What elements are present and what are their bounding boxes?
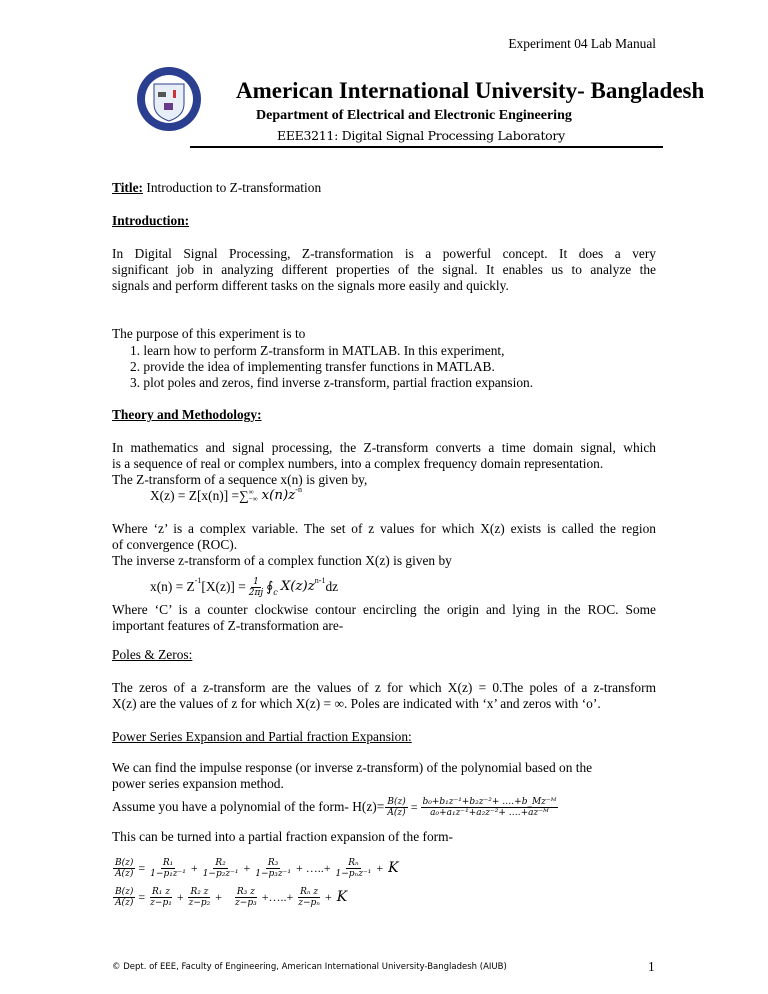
introduction-paragraph: In Digital Signal Processing, Z-transformation is a powerful concept. It does a very significant job in analyzing different properties of the signal. It enables us to analyze the signals and perform different tasks on the signals more easily and quickly. [112, 246, 656, 293]
theory-heading: Theory and Methodology: [112, 407, 262, 422]
introduction-heading: Introduction: [112, 213, 190, 228]
theory-paragraph: In mathematics and signal processing, the Z-transform converts a time domain signal, which is a sequence of real or complex numbers, into a complex frequency domain representation. The Z-transform of a sequence x(n) is given by, [112, 440, 656, 487]
header-rule [190, 146, 663, 148]
transfer-function-equation: Assume you have a polynomial of the form- H(z)= $\frac{B(z)}{A(z)}$ = $\frac{\text{b₀+b₁z⁻¹+b₂z⁻²+ ….+b\_Mz⁻ᴹ}}{\text{a₀+a₁z⁻¹+a₂z⁻²+ ….+az⁻ᴹ}}$ [112, 796, 557, 818]
list-item: 3. plot poles and zeros, find inverse z-transform, partial fraction expansion. [130, 375, 534, 390]
contour-paragraph: Where ‘C’ is a counter clockwise contour encircling the origin and lying in the ROC. Some important features of Z-transformation are- [112, 602, 656, 633]
z-transform-equation: X(z) = Z[x(n)] = ∑ ∞ −∞ x(n)z $^{-n}$ [150, 485, 302, 503]
footer-copyright: © Dept. of EEE, Faculty of Engineering, American International University-Bangladesh (AIUB) [112, 962, 507, 972]
title-value: Introduction to Z-transformation [146, 180, 322, 195]
inverse-z-transform-equation: x(n) = Z $^{-1}$ [X(z)] = $\frac{1}{2\pi j}$ ∮ $_c$ X(z)z $^{n-1}$ dz [150, 576, 339, 598]
university-logo [136, 66, 202, 132]
power-series-heading: Power Series Expansion and Partial fraction Expansion: [112, 729, 412, 744]
department-name: Department of Electrical and Electronic Engineering [256, 108, 572, 123]
poles-zeros-paragraph: The zeros of a z-transform are the values of z for which X(z) = 0.The poles of a z-transform X(z) are the values of z for which X(z) = ∞. Poles are indicated with ‘x’ and zeros with ‘o’. [112, 680, 656, 711]
roc-paragraph: Where ‘z’ is a complex variable. The set of z values for which X(z) exists is called the region of convergence (ROC). The inverse z-transform of a complex function X(z) is given by [112, 521, 656, 568]
partial-fraction-equation-2: $\frac{B(z)}{A(z)}$ = $\frac{\text{R₁ z}}{\text{z−p₁}}$ + $\frac{\text{R₂ z}}{\text{z−p₂}}$ + $\frac{\text{R₃ z}}{\text{z−p₃}}$ +…..+ $\frac{\text{Rₙ z}}{\text{z−pₙ}}$ + K [115, 886, 348, 908]
running-header: Experiment 04 Lab Manual [508, 36, 656, 51]
title-label: Title: [112, 180, 143, 195]
partial-fraction-intro: This can be turned into a partial fraction expansion of the form- [112, 829, 453, 844]
document-title [112, 180, 321, 196]
university-name: American International University- Bangladesh [236, 78, 705, 103]
list-item: 2. provide the idea of implementing transfer functions in MATLAB. [130, 359, 495, 374]
power-series-paragraph: We can find the impulse response (or inverse z-transform) of the polynomial based on the power series expansion method. [112, 760, 593, 791]
list-item: 1. learn how to perform Z-transform in MATLAB. In this experiment, [130, 343, 505, 358]
purpose-intro: The purpose of this experiment is to [112, 326, 306, 341]
poles-zeros-heading: Poles & Zeros: [112, 647, 193, 662]
course-name: EEE3211: Digital Signal Processing Laboratory [277, 128, 565, 143]
page-number: 1 [648, 959, 655, 974]
partial-fraction-equation-1: $\frac{B(z)}{A(z)}$ = $\frac{\text{R₁}}{\text{1−p₁z⁻¹}}$ + $\frac{\text{R₂}}{\text{1−p₂z⁻¹}}$ + $\frac{\text{R₃}}{\text{1−p₃z⁻¹}}$ + …..+ $\frac{\text{Rₙ}}{\text{1−pₙz⁻¹}}$ + K [115, 857, 399, 879]
purpose-list [130, 343, 533, 391]
